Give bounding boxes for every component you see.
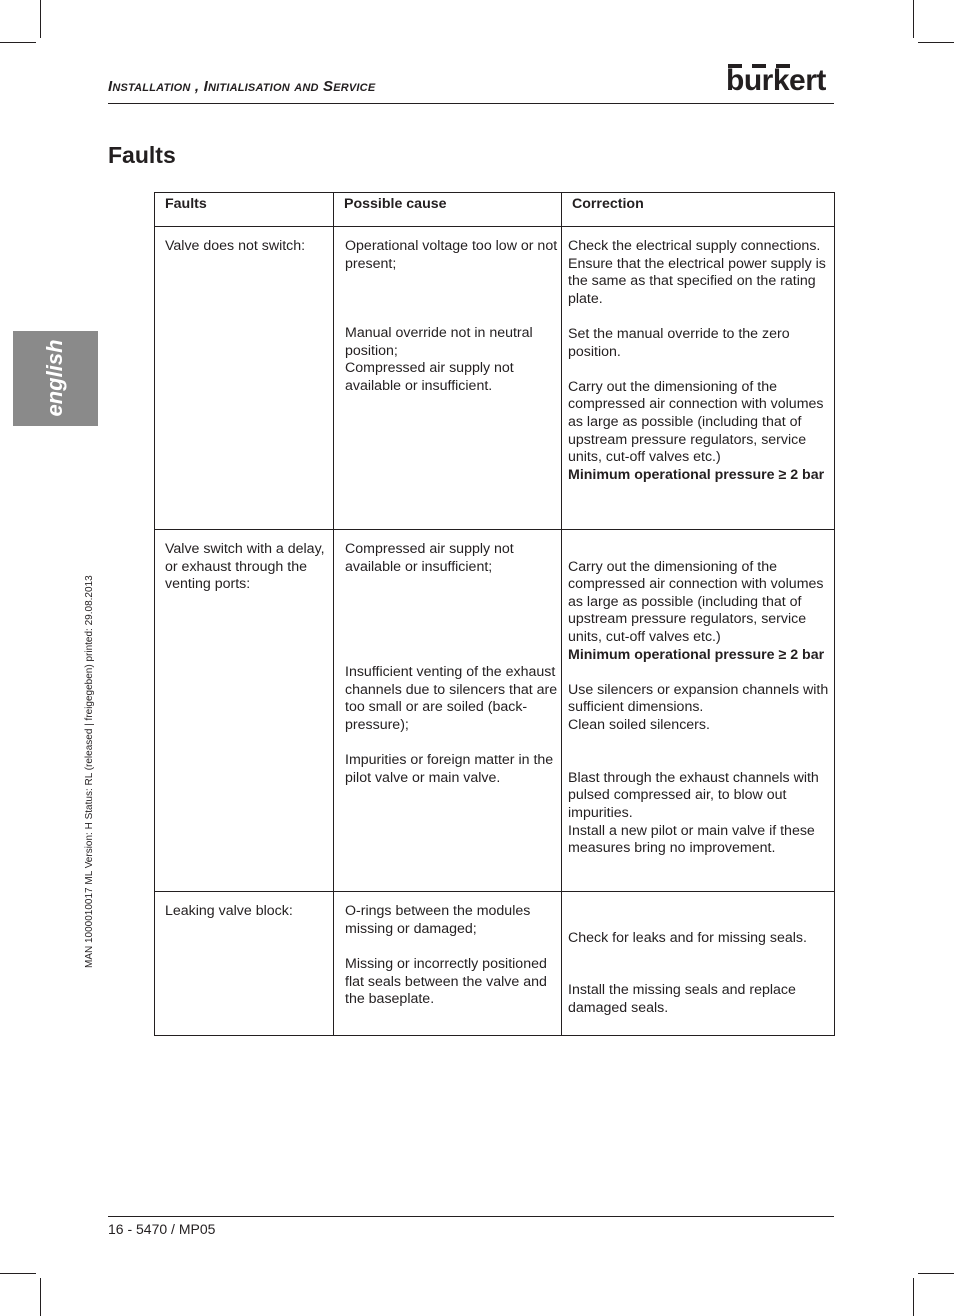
crop-mark (918, 1273, 954, 1274)
cause-text: O-rings between the modules missing or damaged; (345, 903, 531, 937)
cause-cell (334, 530, 562, 892)
cause-cell (334, 892, 562, 1036)
cause-text: Impurities or foreign matter in the pilot valve or main valve. (345, 752, 554, 786)
logo-text: burkert (726, 64, 826, 97)
correction-text: Install the missing seals and replace damaged seals. (568, 982, 796, 1016)
correction-text: Carry out the dimensioning of the compressed air connection with volumes as large as possible (including that of upstream pressure regulators, service units, cut-off valves etc.) (568, 558, 824, 645)
crop-mark (40, 1278, 41, 1316)
crop-mark (913, 1278, 914, 1316)
correction-text: Check the electrical supply connections. Ensure that the electrical power supply is the same as that specified on the rating plate. (568, 238, 826, 307)
correction-text: Check for leaks and for missing seals. (568, 930, 807, 946)
faults-table (154, 192, 835, 1036)
correction-text: Use silencers or expansion channels with sufficient dimensions. Clean soiled silencers. (568, 681, 829, 733)
cause-text: Missing or incorrectly positioned flat seals between the valve and the baseplate. (345, 956, 547, 1008)
page-title: Faults (108, 142, 176, 168)
footer-divider (108, 1216, 834, 1217)
fault-text: Leaking valve block: (165, 903, 293, 919)
minimum-pressure-note: Minimum operational pressure ≥ 2 bar (568, 646, 825, 663)
cause-cell (334, 227, 562, 530)
fault-text: Valve switch with a delay, or exhaust through the venting ports: (165, 541, 325, 593)
crop-mark (913, 0, 914, 38)
fault-text: Valve does not switch: (165, 238, 306, 254)
table-header-row (155, 193, 835, 227)
cause-text: Manual override not in neutral position; (345, 325, 533, 359)
column-header-possible-cause: Possible cause (334, 193, 562, 227)
table-row (155, 530, 835, 892)
cause-text: Compressed air supply not available or insufficient. (345, 360, 514, 394)
crop-mark (40, 0, 41, 38)
document-metadata: MAN 1000010017 ML Version: H Status: RL (released | freigegeben) printed: 29.08.2013 (84, 575, 95, 968)
column-header-faults: Faults (155, 193, 334, 227)
language-tab (13, 331, 98, 426)
page-number: 16 - 5470 / MP05 (108, 1221, 216, 1237)
table-row (155, 227, 835, 530)
language-tab-label: english (42, 339, 67, 417)
header-divider (108, 103, 834, 104)
correction-cell (562, 530, 835, 892)
correction-text: Set the manual override to the zero position. (568, 325, 790, 360)
crop-mark (0, 1273, 36, 1274)
fault-cell (155, 892, 334, 1036)
crop-mark (0, 42, 36, 43)
fault-cell (155, 530, 334, 892)
minimum-pressure-note: Minimum operational pressure ≥ 2 bar (568, 466, 825, 483)
correction-cell (562, 892, 835, 1036)
correction-text: Carry out the dimensioning of the compressed air connection with volumes as large as possible (including that of upstream pressure regulators, service units, cut-off valves etc.) (568, 378, 824, 466)
crop-mark (918, 42, 954, 43)
table-row (155, 892, 835, 1036)
correction-cell (562, 227, 835, 530)
burkert-logo (726, 64, 834, 98)
column-header-correction: Correction (562, 193, 835, 227)
section-title: Installation , Initialisation and Service (108, 78, 376, 95)
cause-text: Insufficient venting of the exhaust channels due to silencers that are too small or are soiled (back-pressure); (345, 664, 558, 733)
cause-text: Operational voltage too low or not present; (345, 238, 558, 272)
fault-cell (155, 227, 334, 530)
cause-text: Compressed air supply not available or insufficient; (345, 541, 514, 575)
correction-text: Blast through the exhaust channels with pulsed compressed air, to blow out impurities. Install a new pilot or main valve if these measures bring no improvement. (568, 769, 819, 857)
